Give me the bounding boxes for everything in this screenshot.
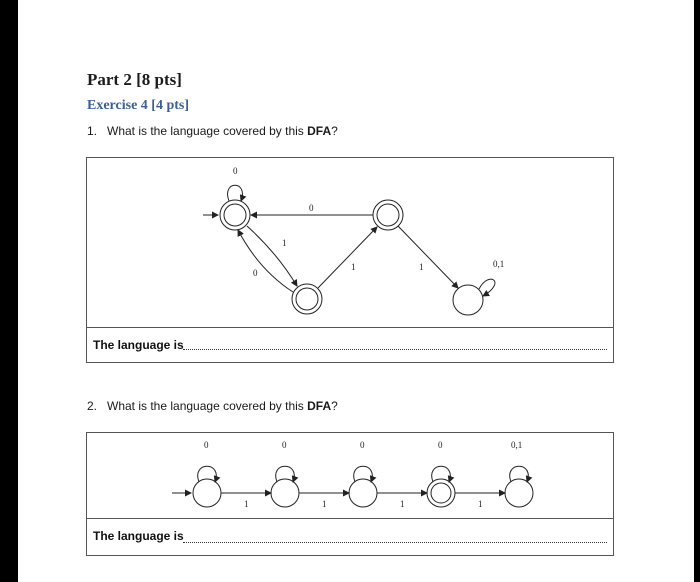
question-number: 1. <box>87 124 98 138</box>
dfa1-label-q0-q2: 1 <box>282 238 287 248</box>
dfa2-edge-label-1: 1 <box>322 499 327 509</box>
dfa1-loop-q0 <box>228 185 243 201</box>
dfa2-edge-label-3: 1 <box>478 499 483 509</box>
answer-dotted-line[interactable] <box>183 349 607 350</box>
dfa2-loop-label-3: 0 <box>438 440 443 450</box>
dfa1-edge-q2-q1 <box>318 227 377 288</box>
dfa2-loop-label-0: 0 <box>204 440 209 450</box>
question-text: What is the language covered by this <box>107 399 308 413</box>
question-mark: ? <box>331 399 338 413</box>
answer-label: The language is <box>93 338 184 352</box>
dfa1-label-q2-q0: 0 <box>253 268 258 278</box>
right-dark-margin <box>694 0 700 582</box>
dfa2-state-2 <box>349 479 377 507</box>
dfa-1-figure <box>86 157 614 329</box>
dfa1-label-q1-q0: 0 <box>309 203 314 213</box>
dfa2-loop-label-1: 0 <box>282 440 287 450</box>
dfa-1-diagram <box>87 158 613 328</box>
question-number: 2. <box>87 399 98 413</box>
dfa2-loop-label-4: 0,1 <box>511 440 523 450</box>
dfa1-label-q2-q1: 1 <box>351 262 356 272</box>
question-mark: ? <box>331 124 338 138</box>
answer-box-1[interactable] <box>86 327 614 363</box>
dfa2-state-1 <box>271 479 299 507</box>
dfa-2-figure <box>86 432 614 520</box>
part-title: Part 2 [8 pts] <box>87 70 182 89</box>
dfa-2-diagram <box>87 433 613 519</box>
dfa1-label-loop-q0: 0 <box>233 166 238 176</box>
left-dark-margin <box>0 0 18 582</box>
dfa2-state-4 <box>505 479 533 507</box>
question-1 <box>87 124 338 138</box>
dfa2-state-0 <box>193 479 221 507</box>
question-text: What is the language covered by this <box>107 124 308 138</box>
question-2 <box>87 399 338 413</box>
dfa2-edge-label-2: 1 <box>400 499 405 509</box>
answer-box-2[interactable] <box>86 518 614 556</box>
exercise-title: Exercise 4 [4 pts] <box>87 98 189 113</box>
dfa1-state-q3 <box>453 285 483 315</box>
answer-dotted-line[interactable] <box>183 542 607 543</box>
dfa1-label-loop-q3: 0,1 <box>493 259 505 269</box>
dfa1-edge-q1-q3 <box>398 226 458 288</box>
dfa2-loop-label-2: 0 <box>360 440 365 450</box>
answer-label: The language is <box>93 529 184 543</box>
question-bold-term: DFA <box>307 399 332 413</box>
dfa1-label-q1-q3: 1 <box>419 262 424 272</box>
question-bold-term: DFA <box>307 124 332 138</box>
dfa2-edge-label-0: 1 <box>244 499 249 509</box>
